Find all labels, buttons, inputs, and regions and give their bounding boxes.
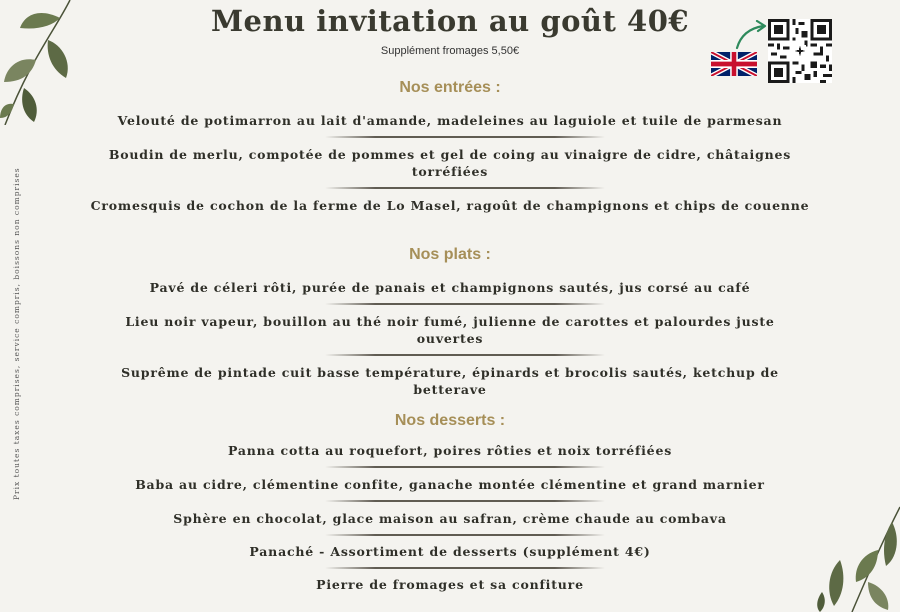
uk-flag-icon[interactable]	[711, 52, 757, 76]
menu-item: Cromesquis de cochon de la ferme de Lo Masel, ragoût de champignons et chips de couenne	[90, 198, 810, 213]
menu-item: Boudin de merlu, compotée de pommes et gel de coing au vinaigre de cidre, châtaignes torréfiées	[108, 147, 792, 179]
menu-item: Panna cotta au roquefort, poires rôties et noix torréfiées	[227, 443, 673, 458]
section-title-plats: Nos plats :	[409, 246, 491, 263]
divider	[325, 567, 605, 569]
divider	[325, 354, 605, 356]
menu-item: Panaché - Assortiment de desserts (supplément 4€)	[249, 544, 651, 559]
menu-title: Menu invitation au goût 40€	[210, 4, 690, 38]
leaf-decoration-icon	[812, 502, 900, 612]
arrow-icon	[733, 20, 769, 50]
menu-item: Baba au cidre, clémentine confite, ganache montée clémentine et grand marnier	[135, 477, 765, 492]
menu-item: Suprême de pintade cuit basse température, épinards et brocolis sautés, ketchup de betterave	[121, 365, 779, 397]
divider	[325, 466, 605, 468]
divider	[325, 187, 605, 189]
divider	[325, 534, 605, 536]
divider	[325, 136, 605, 138]
price-note: Prix toutes taxes comprises, service compris, boissons non comprises	[12, 167, 21, 500]
menu-item: Velouté de potimarron au lait d'amande, madeleines au laguiole et tuile de parmesan	[117, 113, 783, 128]
divider	[325, 303, 605, 305]
menu-item: Pierre de fromages et sa confiture	[316, 577, 584, 592]
cheese-supplement-note: Supplément fromages 5,50€	[380, 45, 520, 57]
menu-item: Sphère en chocolat, glace maison au safran, crème chaude au combava	[173, 511, 727, 526]
section-title-entrees: Nos entrées :	[399, 79, 501, 96]
qr-code[interactable]	[768, 19, 832, 83]
section-title-desserts: Nos desserts :	[394, 412, 506, 429]
menu-item: Pavé de céleri rôti, purée de panais et champignons sautés, jus corsé au café	[149, 280, 751, 295]
divider	[325, 500, 605, 502]
menu-item: Lieu noir vapeur, bouillon au thé noir fumé, julienne de carottes et palourdes juste ouvertes	[125, 314, 775, 346]
